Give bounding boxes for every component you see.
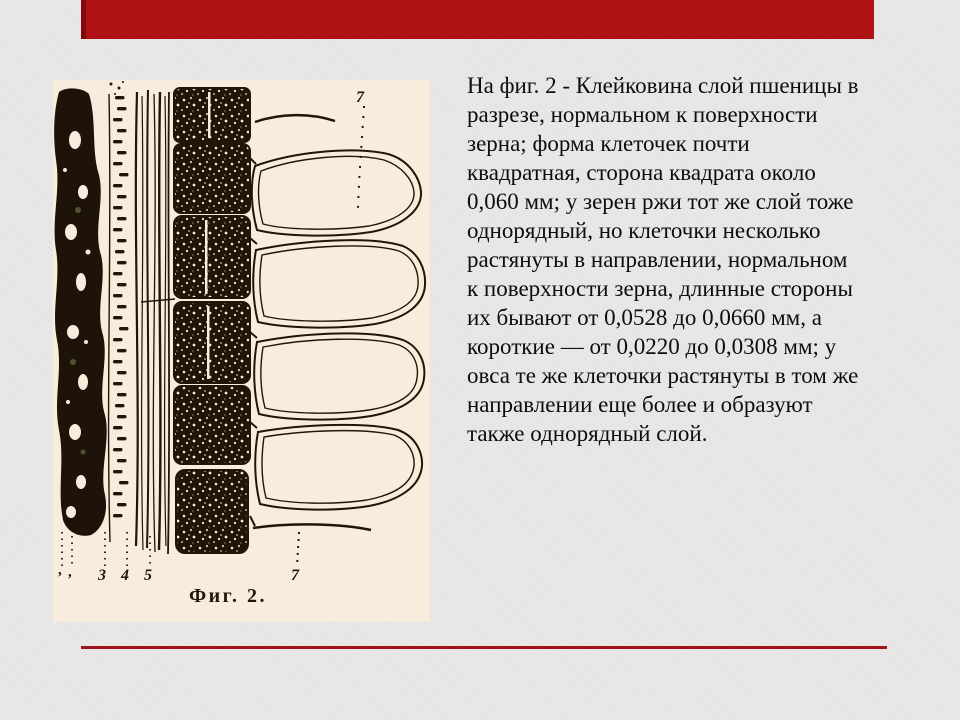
body-text-line-4: квадратная, сторона квадрата около bbox=[467, 160, 816, 185]
top-accent-bar-edge bbox=[81, 0, 86, 39]
label-seven-bottom: 7 bbox=[291, 567, 299, 584]
body-text-line-5: 0,060 мм; у зерен ржи тот же слой тоже bbox=[467, 189, 854, 214]
engraving-svg bbox=[53, 80, 430, 622]
figure-caption: Фиг. 2. bbox=[188, 585, 268, 607]
body-text-line-2: разрезе, нормальном к поверхности bbox=[467, 102, 818, 127]
body-text bbox=[467, 71, 927, 448]
label-num-4: 4 bbox=[121, 567, 129, 584]
bottom-divider-line bbox=[81, 646, 887, 649]
figure-fig2 bbox=[53, 80, 430, 622]
gluten-cell-column bbox=[174, 88, 250, 553]
label-tick-2: , bbox=[68, 564, 72, 580]
label-num-3: 3 bbox=[98, 567, 106, 584]
body-text-line-10: короткие — от 0,0220 до 0,0308 мм; у bbox=[467, 334, 837, 359]
label-seven-top: 7 bbox=[356, 89, 364, 106]
body-text-line-9: их бывают от 0,0528 до 0,0660 мм, а bbox=[467, 305, 822, 330]
label-num-5: 5 bbox=[144, 567, 152, 584]
body-text-line-6: однорядный, но клеточки несколько bbox=[467, 218, 821, 243]
body-text-line-7: растянуты в направлении, нормальном bbox=[467, 247, 848, 272]
body-text-line-11: овса те же клеточки растянуты в том же bbox=[467, 363, 859, 388]
body-text-line-12: направлении еще более и образуют bbox=[467, 392, 813, 417]
body-text-line-8: к поверхности зерна, длинные стороны bbox=[467, 276, 853, 301]
body-text-line-13: также однорядный слой. bbox=[467, 421, 708, 446]
label-tick-1: , bbox=[58, 562, 62, 578]
top-accent-bar bbox=[81, 0, 874, 39]
body-text-line-3: зерна; форма клеточек почти bbox=[467, 131, 750, 156]
body-text-line-1: На фиг. 2 - Клейковина слой пшеницы в bbox=[467, 73, 859, 98]
